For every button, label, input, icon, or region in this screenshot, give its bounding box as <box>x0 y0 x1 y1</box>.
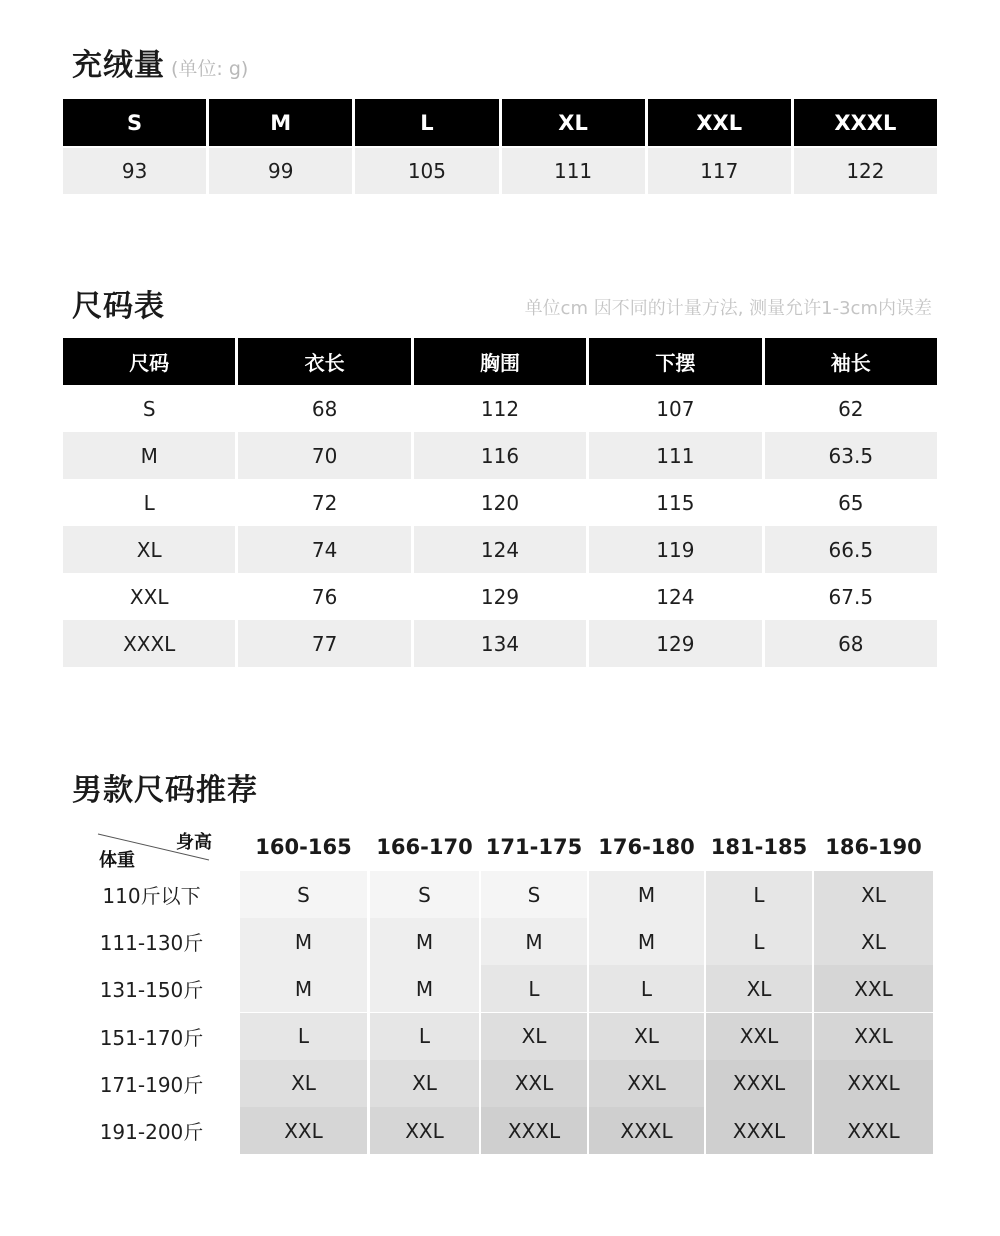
fill-size-header: XXL <box>648 99 791 146</box>
size-table-cell: 68 <box>311 396 338 421</box>
size-table-cell: 111 <box>589 432 761 479</box>
size-table-cell: 67.5 <box>828 584 874 609</box>
size-table-cell: 107 <box>656 396 695 421</box>
recommend-cell: XXL <box>370 1107 479 1154</box>
recommend-cell: M <box>240 965 367 1012</box>
size-table-cell: 129 <box>589 620 761 667</box>
recommend-cell: XXXL <box>814 1060 933 1107</box>
fill-value-cell: 99 <box>209 148 352 194</box>
recommend-cell: XXXL <box>589 1107 704 1154</box>
weight-row-header: 110斤以下 <box>102 884 201 908</box>
fill-size-header: S <box>63 99 206 146</box>
recommend-cell: XXL <box>814 965 933 1012</box>
fill-value-cell: 93 <box>63 148 206 194</box>
recommend-cell: S <box>370 871 479 918</box>
size-table-cell: 120 <box>480 490 520 515</box>
fill-value-cell: 111 <box>502 148 645 194</box>
weight-row-header: 131-150斤 <box>99 978 204 1003</box>
recommend-cell: S <box>240 871 367 918</box>
weight-row-header: 151-170斤 <box>99 1025 204 1050</box>
height-label: 身高 <box>176 832 212 853</box>
recommend-cell: XXL <box>589 1060 704 1107</box>
size-table-cell: 72 <box>311 490 338 515</box>
recommend-cell: XXL <box>706 1013 812 1060</box>
recommend-cell: S <box>481 871 587 918</box>
recommend-cell: XL <box>814 918 933 965</box>
size-table-cell: XXXL <box>63 620 235 667</box>
size-table-cell: 124 <box>656 584 695 609</box>
fill-title <box>72 40 248 84</box>
size-table-cell: 76 <box>311 584 338 609</box>
corner-header <box>63 822 240 871</box>
fill-value-cell: 105 <box>355 148 498 194</box>
recommend-cell: M <box>370 965 479 1012</box>
size-table-cell: XL <box>63 526 235 573</box>
height-column-header: 186-190 <box>825 834 922 859</box>
size-table-cell: L <box>143 490 155 515</box>
size-column-header: 下摆 <box>589 338 761 385</box>
size-table-cell: 134 <box>414 620 586 667</box>
recommend-cell: L <box>706 871 812 918</box>
size-table-cell: S <box>142 396 156 421</box>
height-column-header: 181-185 <box>710 834 808 859</box>
fill-size-header: XL <box>502 99 645 146</box>
recommend-cell: XXXL <box>706 1107 812 1154</box>
fill-unit: (单位: g) <box>171 58 249 80</box>
size-table-cell: 62 <box>838 396 864 421</box>
recommend-cell: L <box>589 965 704 1012</box>
size-table <box>63 338 937 667</box>
recommend-cell: L <box>370 1013 479 1060</box>
height-column-header: 166-170 <box>376 834 473 859</box>
size-table-cell: 65 <box>838 490 864 515</box>
size-column-header: 衣长 <box>238 338 410 385</box>
height-column-header: 176-180 <box>598 834 695 859</box>
recommend-cell: L <box>481 965 587 1012</box>
recommend-table <box>63 822 933 1150</box>
recommend-cell: L <box>240 1013 367 1060</box>
recommend-cell: XL <box>814 871 933 918</box>
recommend-cell: M <box>240 918 367 965</box>
weight-row-header: 171-190斤 <box>99 1072 204 1097</box>
size-table-cell: 112 <box>480 396 520 421</box>
recommend-cell: M <box>370 918 479 965</box>
height-column-header: 171-175 <box>485 834 583 859</box>
size-table-cell: 115 <box>656 490 695 515</box>
recommend-cell: M <box>589 871 704 918</box>
recommend-cell: XXXL <box>706 1060 812 1107</box>
size-chart-title: 尺码表 <box>72 289 165 324</box>
size-column-header: 胸围 <box>414 338 586 385</box>
size-table-cell: 68 <box>765 620 937 667</box>
recommend-cell: XL <box>370 1060 479 1107</box>
recommend-cell: XXXL <box>814 1107 933 1154</box>
recommend-cell: XL <box>589 1013 704 1060</box>
recommend-cell: XXL <box>240 1107 367 1154</box>
size-table-cell: 74 <box>238 526 410 573</box>
measurement-note: 单位cm 因不同的计量方法, 测量允许1-3cm内误差 <box>524 298 932 319</box>
recommend-cell: M <box>589 918 704 965</box>
size-table-cell: 116 <box>414 432 586 479</box>
fill-size-header: XXXL <box>794 99 937 146</box>
recommend-cell: XXL <box>481 1060 587 1107</box>
size-table-cell: 66.5 <box>765 526 937 573</box>
fill-value-cell: 122 <box>794 148 937 194</box>
size-table-cell: 77 <box>238 620 410 667</box>
fill-value-cell: 117 <box>648 148 791 194</box>
recommend-cell: XXXL <box>481 1107 587 1154</box>
size-table-cell: M <box>63 432 235 479</box>
weight-label: 体重 <box>99 850 135 871</box>
recommend-title: 男款尺码推荐 <box>72 773 258 808</box>
recommend-cell: XL <box>706 965 812 1012</box>
fill-table <box>63 99 937 194</box>
weight-row-header: 111-130斤 <box>99 931 204 956</box>
size-column-header: 袖长 <box>765 338 937 385</box>
size-table-cell: 129 <box>480 584 520 609</box>
recommend-cell: XXL <box>814 1013 933 1060</box>
recommend-cell: M <box>481 918 587 965</box>
fill-size-header: M <box>209 99 352 146</box>
recommend-cell: XL <box>481 1013 587 1060</box>
fill-title-text: 充绒量 <box>72 48 165 83</box>
size-table-cell: 70 <box>238 432 410 479</box>
recommend-cell: XL <box>240 1060 367 1107</box>
size-table-cell: 119 <box>589 526 761 573</box>
weight-row-header: 191-200斤 <box>99 1120 204 1144</box>
fill-size-header: L <box>355 99 498 146</box>
height-column-header: 160-165 <box>255 834 352 859</box>
size-table-cell: XXL <box>129 584 169 609</box>
size-table-cell: 124 <box>414 526 586 573</box>
size-column-header: 尺码 <box>63 338 235 385</box>
size-table-cell: 63.5 <box>765 432 937 479</box>
diagonal-divider <box>63 822 240 871</box>
recommend-cell: L <box>706 918 812 965</box>
